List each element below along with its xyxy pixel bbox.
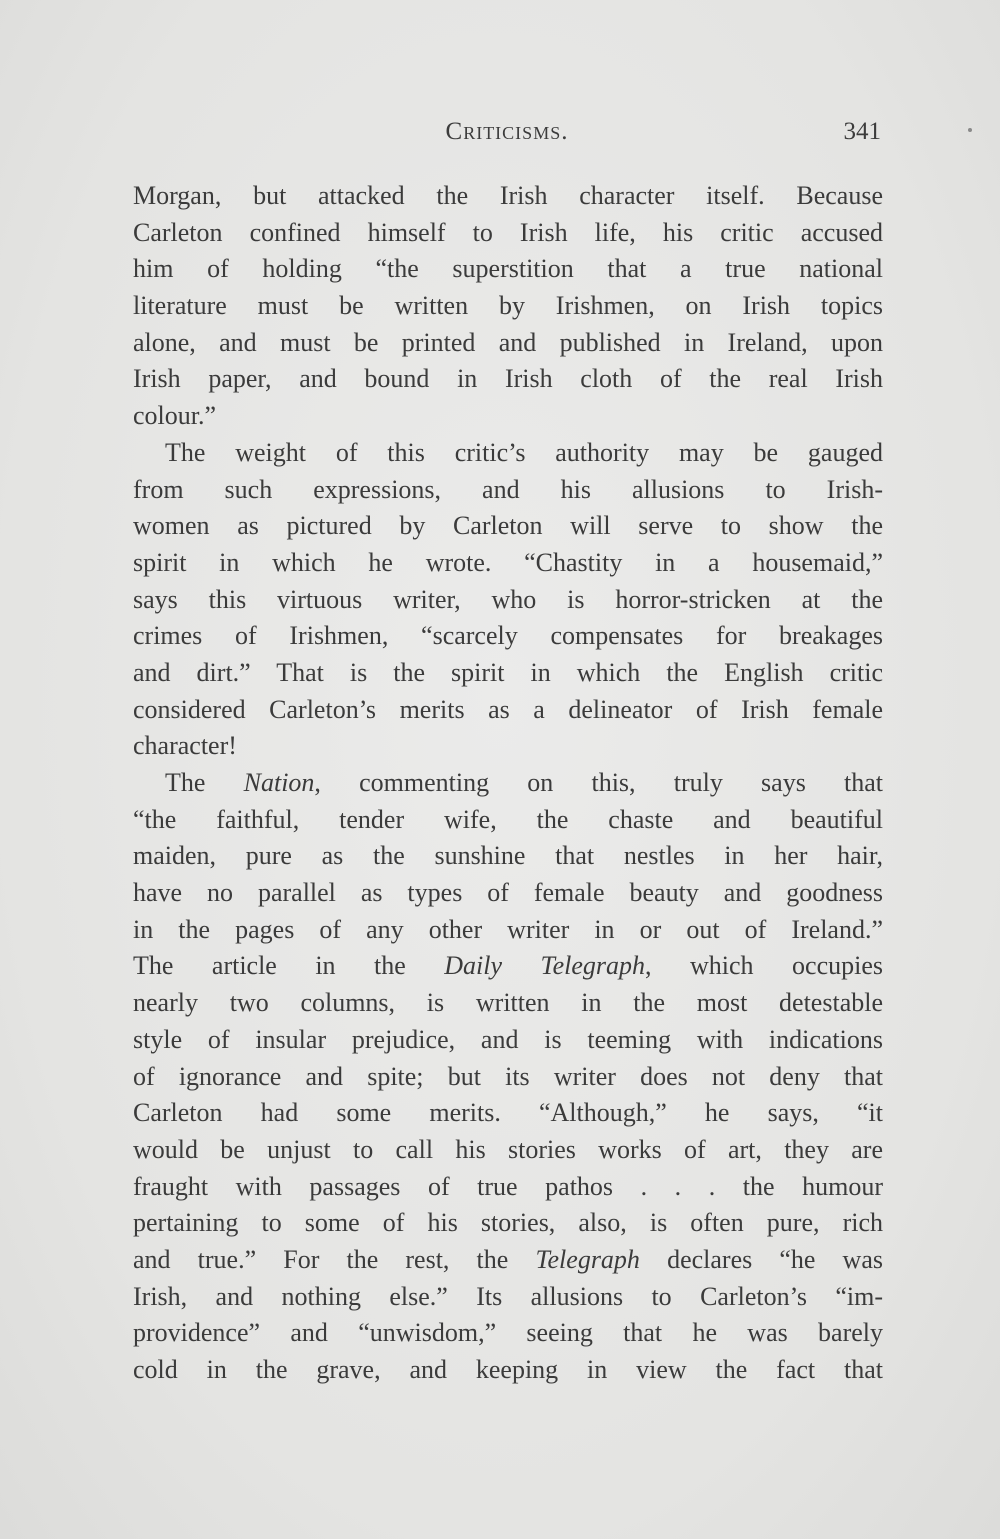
text-line: literature must be written by Irishmen, on Irish topics (133, 291, 883, 321)
text-line: “the faithful, tender wife, the chaste and beautiful (133, 804, 883, 834)
text-line (133, 948, 883, 985)
text-line: The weight of this critic’s authority may be gauged (165, 437, 883, 467)
text-line: Irish paper, and bound in Irish cloth of the real Irish (133, 364, 883, 394)
text-line: from such expressions, and his allusions to Irish- (133, 474, 883, 504)
italic-title: Daily Telegraph (444, 951, 646, 981)
text-line: Carleton had some merits. “Although,” he says, “it (133, 1098, 883, 1128)
text-run: , commenting on this, truly says that (314, 768, 883, 797)
text-line: providence” and “unwisdom,” seeing that he was barely (133, 1318, 883, 1348)
text-line: him of holding “the superstition that a true national (133, 254, 883, 284)
text-line: cold in the grave, and keeping in view the fact that (133, 1355, 883, 1384)
text-line: colour.” (133, 401, 217, 431)
page-header (133, 118, 881, 158)
text-line: Morgan, but attacked the Irish character itself. Because (133, 181, 883, 210)
text-line: nearly two columns, is written in the most detestable (133, 988, 883, 1018)
text-run: The (165, 768, 244, 797)
text-line: character! (133, 731, 237, 761)
text-line: spirit in which he wrote. “Chastity in a housemaid,” (133, 547, 883, 577)
paper-speck (968, 128, 972, 132)
italic-title: Telegraph (535, 1244, 640, 1274)
text-line: of ignorance and spite; but its writer does not deny that (133, 1061, 883, 1091)
text-run: declares “he was (639, 1244, 883, 1274)
page-number: 341 (843, 118, 881, 145)
body-text (133, 178, 883, 1389)
text-line: says this virtuous writer, who is horror-stricken at the (133, 584, 883, 614)
text-line: alone, and must be printed and published in Ireland, upon (133, 327, 883, 357)
text-line (133, 765, 883, 802)
text-line: pertaining to some of his stories, also, is often pure, rich (133, 1208, 883, 1238)
text-run: , which occupies (645, 951, 883, 981)
text-line: in the pages of any other writer in or out of Ireland.” (133, 914, 883, 944)
text-line: Carleton confined himself to Irish life, his critic accused (133, 217, 883, 247)
text-line: would be unjust to call his stories works of art, they are (133, 1134, 883, 1164)
text-run: The article in the (133, 951, 445, 981)
italic-title: Nation (243, 768, 315, 797)
running-head: Criticisms. (445, 118, 569, 145)
text-line: fraught with passages of true pathos . . . the humour (133, 1171, 883, 1201)
text-line: maiden, pure as the sunshine that nestles in her hair, (133, 841, 883, 871)
text-line (133, 1242, 883, 1279)
text-line: and dirt.” That is the spirit in which the English critic (133, 657, 883, 687)
text-line: crimes of Irishmen, “scarcely compensates for breakages (133, 621, 883, 651)
text-line: Irish, and nothing else.” Its allusions to Carleton’s “im- (133, 1281, 883, 1311)
text-run: and true.” For the rest, the (133, 1244, 536, 1274)
text-line: have no parallel as types of female beauty and goodness (133, 878, 883, 908)
text-line: women as pictured by Carleton will serve to show the (133, 511, 883, 541)
text-line: style of insular prejudice, and is teeming with indications (133, 1024, 883, 1054)
text-line: considered Carleton’s merits as a delineator of Irish female (133, 694, 883, 724)
